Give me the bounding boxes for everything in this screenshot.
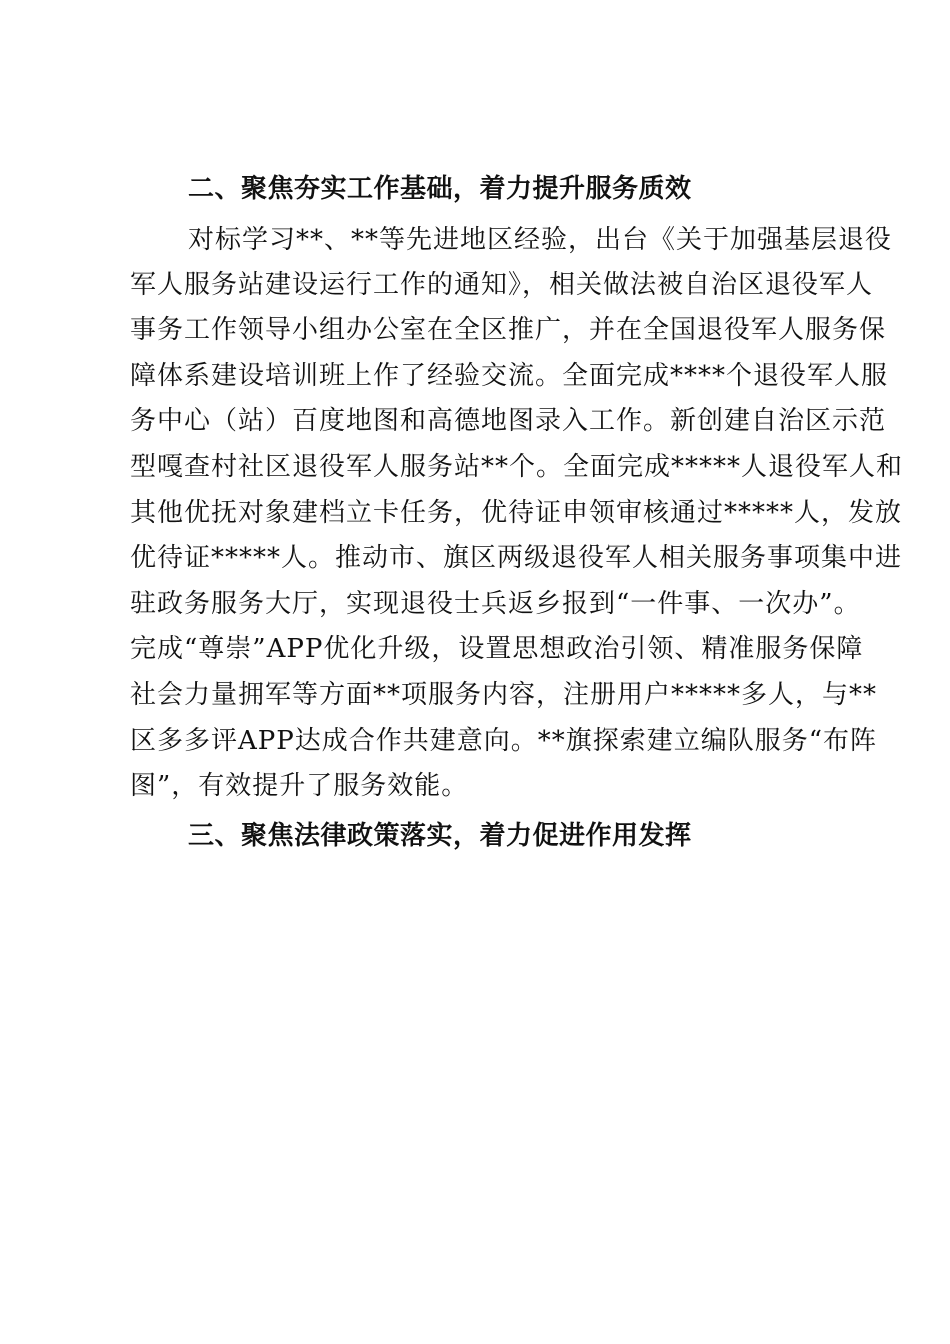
paragraph-line-2: 军人服务站建设运行工作的通知》，相关做法被自治区退役军人: [130, 270, 874, 300]
paragraph-line-6: 型嘎查村社区退役军人服务站**个。全面完成*****人退役军人和: [130, 452, 904, 482]
paragraph-line-8: 优待证*****人。推动市、旗区两级退役军人相关服务事项集中进: [130, 543, 903, 573]
paragraph-line-5: 务中心（站）百度地图和高德地图录入工作。新创建自治区示范: [130, 406, 887, 436]
paragraph-line-1: 对标学习**、**等先进地区经验，出台《关于加强基层退役: [188, 225, 893, 255]
paragraph-line-9: 驻政务服务大厅，实现退役士兵返乡报到“一件事、一次办”。: [130, 589, 861, 619]
paragraph-line-4: 障体系建设培训班上作了经验交流。全面完成****个退役军人服: [130, 361, 889, 391]
paragraph-line-11: 社会力量拥军等方面**项服务内容，注册用户*****多人，与**: [130, 680, 878, 710]
paragraph-line-12: 区多多评APP达成合作共建意向。**旗探索建立编队服务“布阵: [130, 726, 878, 756]
paragraph-line-3: 事务工作领导小组办公室在全区推广，并在全国退役军人服务保: [130, 315, 887, 345]
paragraph-line-10: 完成“尊崇”APP优化升级，设置思想政治引领、精准服务保障: [130, 634, 864, 664]
section-2-heading: 二、聚焦夯实工作基础，着力提升服务质效: [188, 174, 692, 204]
paragraph-line-7: 其他优抚对象建档立卡任务，优待证申领审核通过*****人，发放: [130, 498, 903, 528]
section-3-heading: 三、聚焦法律政策落实，着力促进作用发挥: [188, 821, 692, 851]
paragraph-line-13: 图”，有效提升了服务效能。: [130, 771, 469, 801]
